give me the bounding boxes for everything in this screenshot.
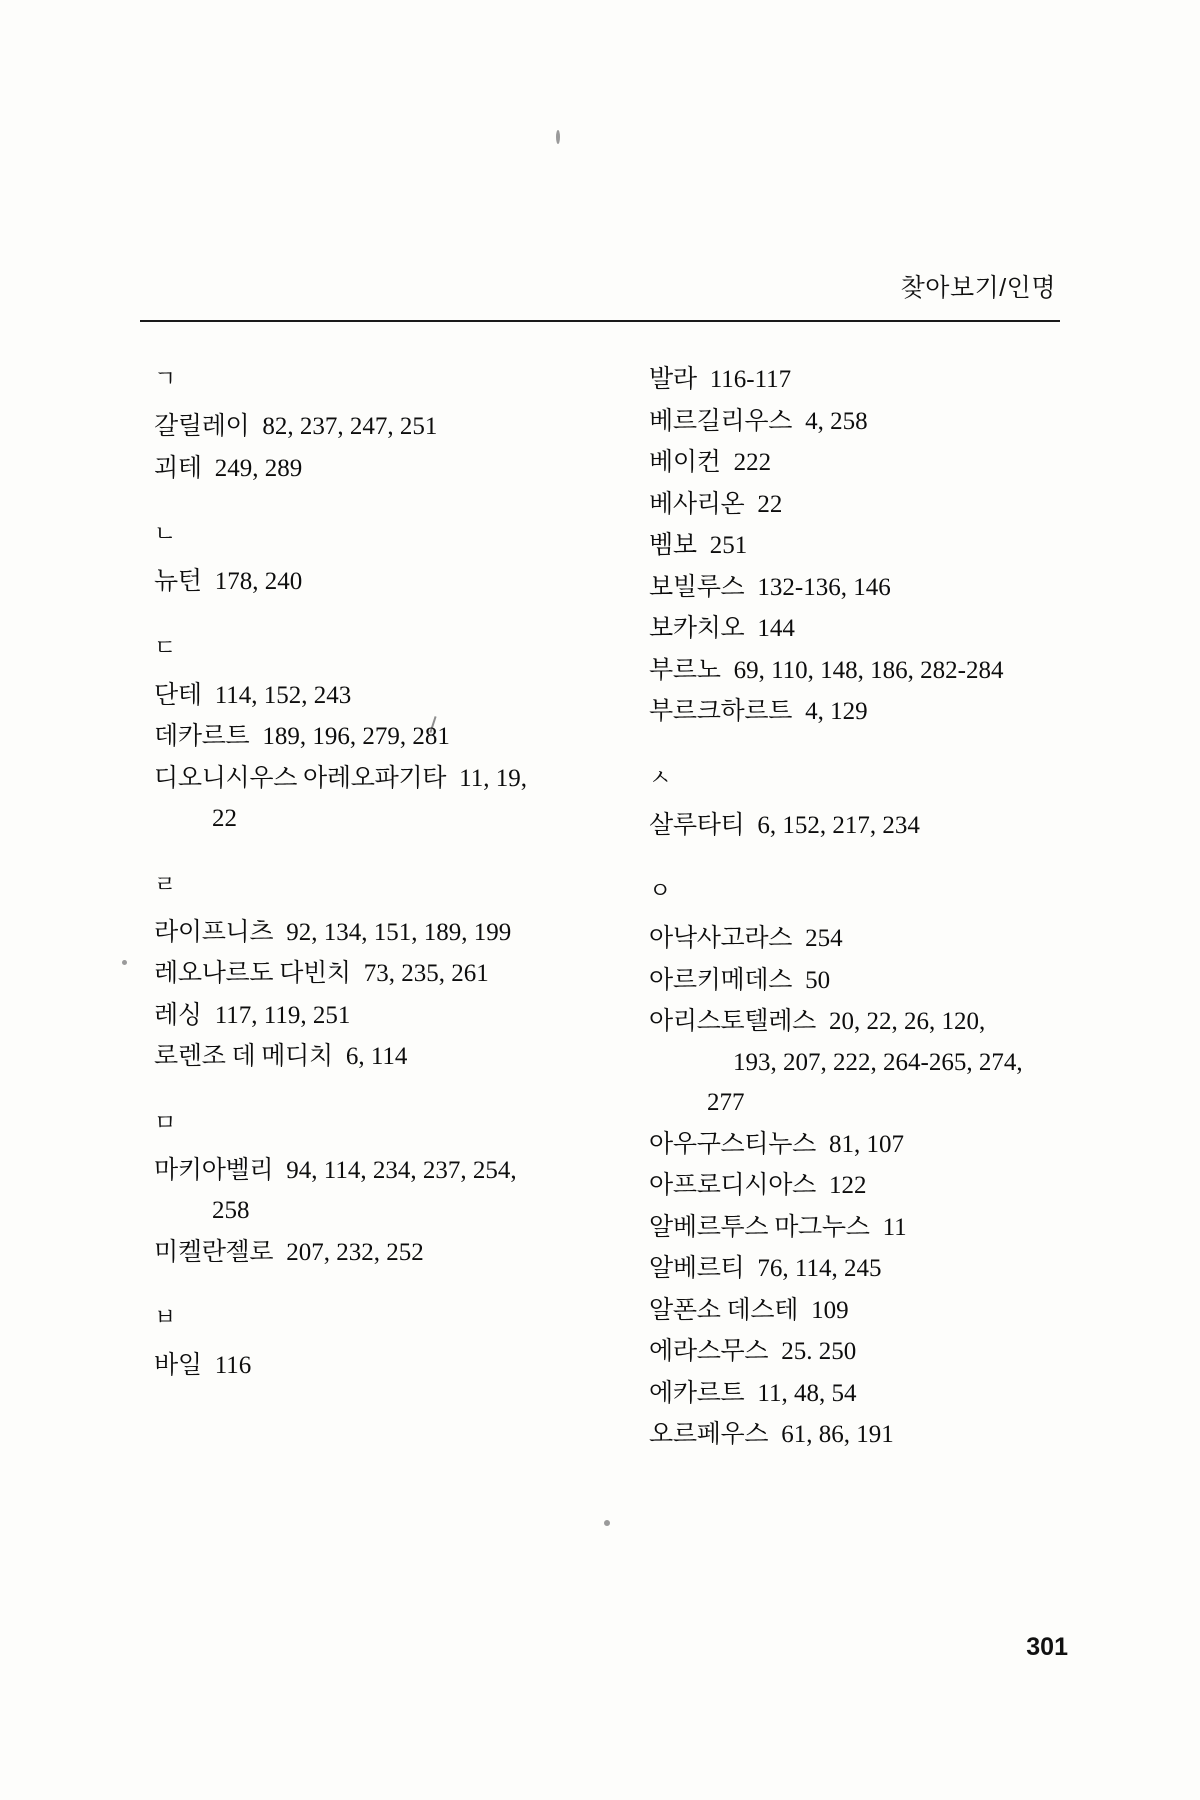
- index-entry: [635, 360, 1070, 401]
- section-letter: ㅇ: [649, 877, 672, 903]
- index-entry: [635, 919, 1070, 960]
- index-columns: [140, 360, 1070, 1457]
- index-section-m: [140, 1104, 575, 1274]
- entry-term: 아프로디시아스: [649, 1172, 816, 1199]
- entry-term: 에카르트: [649, 1379, 745, 1407]
- section-letter: ㅂ: [154, 1304, 177, 1330]
- section-letter: ㅁ: [154, 1108, 177, 1135]
- index-entry: [635, 651, 1070, 692]
- index-entry: [635, 402, 1070, 443]
- index-entry: [140, 1151, 575, 1232]
- scan-speck-2: [122, 960, 127, 965]
- entry-pages: 116-117: [709, 366, 792, 393]
- entry-term: 갈릴레이: [154, 413, 250, 440]
- index-entry: [635, 1291, 1070, 1332]
- entry-term: 벰보: [649, 532, 697, 559]
- entry-pages: 61, 86, 191: [781, 1421, 894, 1448]
- entry-term: 부르크하르트: [649, 698, 793, 725]
- index-entry: [635, 1002, 1070, 1124]
- index-entry: [140, 449, 575, 490]
- entry-term: 알베르티: [649, 1255, 745, 1282]
- header-title: 찾아보기/인명: [900, 274, 1056, 302]
- entry-pages: 22: [757, 490, 783, 518]
- entry-pages-continued: 258: [212, 1197, 250, 1224]
- entry-pages: 207, 232, 252: [286, 1238, 424, 1266]
- index-entry: [635, 526, 1070, 567]
- entry-pages: 116: [214, 1352, 252, 1379]
- entry-pages: 50: [805, 966, 831, 994]
- index-entry: [140, 1037, 575, 1078]
- entry-pages: 81, 107: [828, 1130, 904, 1158]
- entry-term: 오르페우스: [649, 1421, 769, 1448]
- entry-term: 레싱: [154, 1001, 202, 1029]
- entry-term: 뉴턴: [154, 568, 202, 595]
- index-entry: [140, 759, 575, 840]
- entry-pages: 69, 110, 148, 186, 282-284: [733, 656, 1004, 684]
- entry-term: 베사리온: [649, 490, 745, 518]
- entry-term: 살루타티: [649, 811, 745, 839]
- index-section-o: [635, 872, 1070, 1456]
- index-entry: [635, 1332, 1070, 1373]
- right-column: [635, 360, 1070, 1457]
- entry-pages-continued-2: 277: [707, 1089, 745, 1116]
- entry-pages: 82, 237, 247, 251: [262, 413, 438, 440]
- entry-term: 베이컨: [649, 449, 721, 476]
- index-entry: [140, 1233, 575, 1274]
- entry-term: 에라스무스: [649, 1338, 769, 1365]
- index-entry: [635, 485, 1070, 526]
- entry-term: 아우구스티누스: [649, 1130, 816, 1158]
- entry-pages: 76, 114, 245: [757, 1255, 882, 1282]
- index-entry: [635, 443, 1070, 484]
- entry-term: 괴테: [154, 454, 202, 482]
- entry-pages: 4, 129: [805, 698, 868, 725]
- entry-pages: 249, 289: [214, 454, 303, 482]
- entry-term: 부르노: [649, 656, 721, 684]
- index-entry: [140, 1346, 575, 1387]
- index-entry: [635, 1374, 1070, 1415]
- left-column: [140, 360, 575, 1457]
- section-letter: ㄴ: [154, 520, 177, 546]
- scan-speck-3: [604, 1520, 610, 1526]
- entry-term: 알베르투스 마그누스: [649, 1213, 870, 1241]
- entry-term: 바일: [154, 1352, 202, 1379]
- index-entry: [140, 407, 575, 448]
- entry-pages: 11, 48, 54: [757, 1379, 857, 1407]
- entry-term: 단테: [154, 681, 202, 709]
- entry-pages: 254: [805, 925, 843, 952]
- index-entry: [140, 676, 575, 717]
- section-letter: ㄹ: [154, 870, 177, 897]
- entry-pages: 109: [811, 1296, 849, 1324]
- index-section-b: [140, 1299, 575, 1387]
- index-entry: [635, 1166, 1070, 1207]
- entry-pages: 20, 22, 26, 120,: [828, 1008, 986, 1035]
- entry-pages: 117, 119, 251: [214, 1001, 351, 1029]
- entry-term: 아르키메데스: [649, 966, 793, 994]
- entry-term: 아낙사고라스: [649, 925, 793, 952]
- entry-pages: 92, 134, 151, 189, 199: [286, 918, 512, 946]
- entry-pages: 222: [733, 449, 772, 476]
- entry-pages: 114, 152, 243: [214, 681, 352, 709]
- scan-speck: [556, 130, 560, 144]
- index-section-r: [140, 866, 575, 1078]
- index-entry: [140, 562, 575, 603]
- section-letter: ㄱ: [154, 365, 177, 391]
- index-entry: [635, 1125, 1070, 1166]
- entry-pages: 94, 114, 234, 237, 254,: [286, 1156, 517, 1184]
- entry-term: 디오니시우스 아레오파기타: [154, 764, 447, 792]
- entry-term: 보카치오: [649, 615, 745, 642]
- entry-term: 아리스토텔레스: [649, 1008, 816, 1035]
- entry-pages-continued: 193, 207, 222, 264-265, 274,: [733, 1048, 1023, 1076]
- header-divider: [140, 320, 1060, 322]
- entry-pages: 11: [882, 1213, 907, 1241]
- entry-pages: 178, 240: [214, 568, 303, 595]
- section-letter: ㄷ: [154, 633, 177, 660]
- page-header: [140, 268, 1060, 322]
- index-section-s: [635, 759, 1070, 847]
- index-entry: [635, 692, 1070, 733]
- index-entry: [635, 961, 1070, 1002]
- index-entry: [140, 913, 575, 954]
- entry-pages: 4, 258: [805, 407, 868, 435]
- entry-term: 베르길리우스: [649, 407, 793, 435]
- entry-term: 마키아벨리: [154, 1156, 274, 1184]
- page-number: 301: [1026, 1633, 1068, 1661]
- section-letter: ㅅ: [649, 763, 672, 790]
- entry-pages-continued: 22: [212, 805, 237, 832]
- entry-term: 라이프니츠: [154, 918, 274, 946]
- entry-pages: 6, 114: [345, 1043, 408, 1070]
- index-entry: [635, 1415, 1070, 1456]
- entry-pages: 73, 235, 261: [363, 960, 489, 987]
- index-section-n: [140, 515, 575, 603]
- index-entry: [140, 717, 575, 758]
- entry-term: 데카르트: [154, 723, 250, 750]
- entry-pages: 122: [828, 1172, 867, 1199]
- index-entry: [635, 568, 1070, 609]
- entry-term: 알폰소 데스테: [649, 1296, 799, 1324]
- index-entry: [140, 954, 575, 995]
- entry-term: 보빌루스: [649, 573, 745, 601]
- entry-pages: 6, 152, 217, 234: [757, 811, 920, 839]
- index-entry: [635, 1249, 1070, 1290]
- entry-pages: 189, 196, 279, 281: [262, 723, 450, 750]
- entry-term: 레오나르도 다빈치: [154, 960, 351, 987]
- index-entry: [635, 609, 1070, 650]
- index-entry: [140, 996, 575, 1037]
- entry-pages: 144: [757, 615, 795, 642]
- index-entry: [635, 1208, 1070, 1249]
- index-section-g: [140, 360, 575, 489]
- entry-pages: 132-136, 146: [757, 573, 891, 601]
- index-entry: [635, 806, 1070, 847]
- entry-pages: 251: [709, 532, 748, 559]
- entry-term: 로렌조 데 메디치: [154, 1043, 333, 1070]
- index-section-d: [140, 629, 575, 840]
- entry-term: 발라: [649, 366, 697, 393]
- entry-pages: 25. 250: [781, 1338, 857, 1365]
- index-section-b-cont: [635, 360, 1070, 733]
- entry-term: 미켈란젤로: [154, 1238, 274, 1266]
- entry-pages: 11, 19,: [459, 764, 527, 792]
